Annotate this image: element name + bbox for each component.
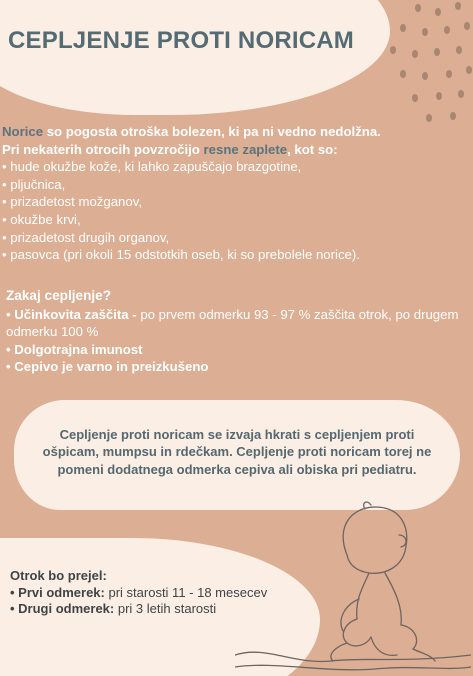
schedule-heading: Otrok bo prejel: (10, 568, 107, 583)
dots-pattern-icon (363, 0, 473, 140)
highlight-resne-zaplete: resne zaplete (203, 141, 288, 157)
why-list (6, 306, 468, 375)
intro-section (2, 123, 470, 264)
list-item (6, 306, 468, 340)
intro-text-3: , kot so: (287, 141, 338, 157)
list-item: • pljučnica, (2, 176, 66, 192)
why-item-1-text: po prvem odmerku 93 - 97 % zaščita otrok, po drugem odmerku 100 % (6, 307, 459, 340)
why-item-1-label: • Učinkovita zaščita - (6, 307, 141, 323)
list-item: • hude okužbe kože, ki lahko zapuščajo brazgotine, (2, 159, 302, 175)
list-item: • Cepivo je varno in preizkušeno (6, 358, 209, 374)
list-item: • prizadetost možganov, (2, 194, 142, 210)
list-item: • Dolgotrajna imunost (6, 341, 143, 357)
decorative-blob-top (0, 0, 390, 115)
second-dose-value: pri 3 letih starosti (114, 601, 217, 617)
highlight-norice: Norice (2, 124, 44, 139)
list-item: • prizadetost drugih organov, (2, 229, 170, 245)
why-section (6, 287, 468, 375)
intro-line-1 (2, 123, 470, 141)
list-item: • okužbe krvi, (2, 211, 81, 227)
middle-info-text: Cepljenje proti noricam se izvaja hkrati s cepljenjem proti ošpicam, mumpsu in rdečkam. Cepljenje proti noricam torej ne pomeni dodatnega odmerka cepiva ali obiska pri pediatru. (42, 427, 432, 477)
first-dose-label: • Prvi odmerek: (10, 584, 105, 600)
intro-line-2 (2, 141, 470, 159)
intro-text-1: so pogosta otroška bolezen, ki pa ni vedno nedolžna. (43, 124, 381, 139)
why-heading: Zakaj cepljenje? (6, 288, 112, 303)
list-item: • pasovca (pri okoli 15 odstotkih oseb, ki so prebolele norice). (2, 247, 360, 263)
intro-text-2: Pri nekaterih otrocih povzročijo (2, 141, 204, 157)
complications-list (2, 158, 470, 264)
first-dose-value: pri starosti 11 - 18 mesecev (104, 584, 268, 600)
page-title: CEPLJENJE PROTI NORICAM (8, 27, 354, 54)
baby-illustration-icon (235, 495, 471, 676)
second-dose-label: • Drugi odmerek: (10, 601, 115, 617)
